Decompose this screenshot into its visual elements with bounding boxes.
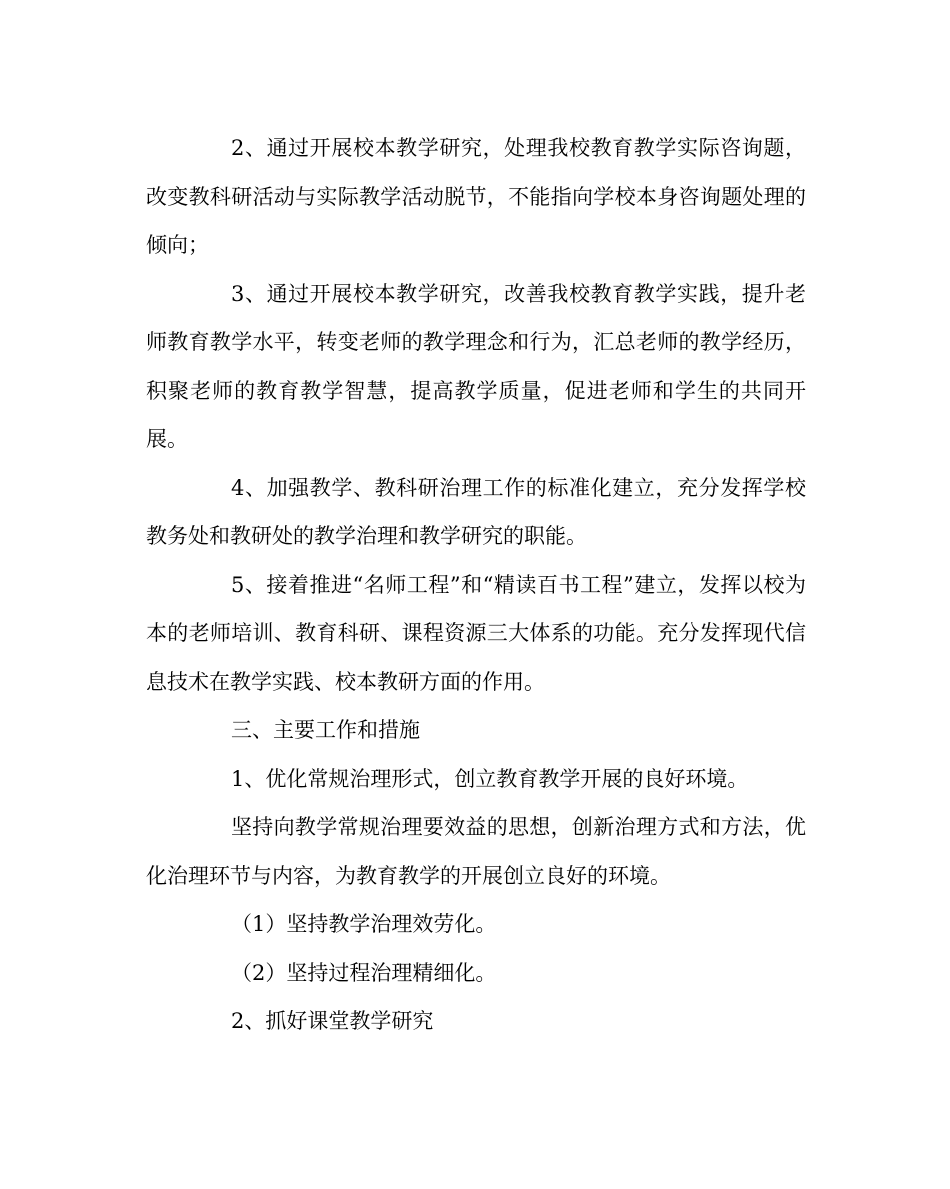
paragraph: 4、加强教学、教科研治理工作的标准化建立，充分发挥学校教务处和教研处的教学治理和教学研究的职能。 [146,475,806,548]
paragraph: 5、接着推进“名师工程”和“精读百书工程”建立，发挥以校为本的老师培训、教育科研、课程资源三大体系的功能。充分发挥现代信息技术在教学实践、校本教研方面的作用。 [146,572,806,694]
paragraph: （2）坚持过程治理精细化。 [231,960,497,985]
paragraph: 1、优化常规治理形式，创立教育教学开展的良好环境。 [231,766,749,791]
paragraph: 2、通过开展校本教学研究，处理我校教育教学实际咨询题，改变教科研活动与实际教学活动脱节，不能指向学校本身咨询题处理的倾向； [146,136,806,257]
paragraph: 坚持向教学常规治理要效益的思想，创新治理方式和方法，优化治理环节与内容，为教育教学的开展创立良好的环境。 [146,815,806,888]
section-heading: 三、主要工作和措施 [231,718,420,742]
paragraph: 2、抓好课堂教学研究 [231,1009,434,1033]
document-body [146,124,806,1046]
paragraph: 3、通过开展校本教学研究，改善我校教育教学实践，提升老师教育教学水平，转变老师的教学理念和行为，汇总老师的教学经历，积聚老师的教育教学智慧，提高教学质量，促进老师和学生的共同开展。 [146,281,806,451]
paragraph: （1）坚持教学治理效劳化。 [231,912,497,936]
